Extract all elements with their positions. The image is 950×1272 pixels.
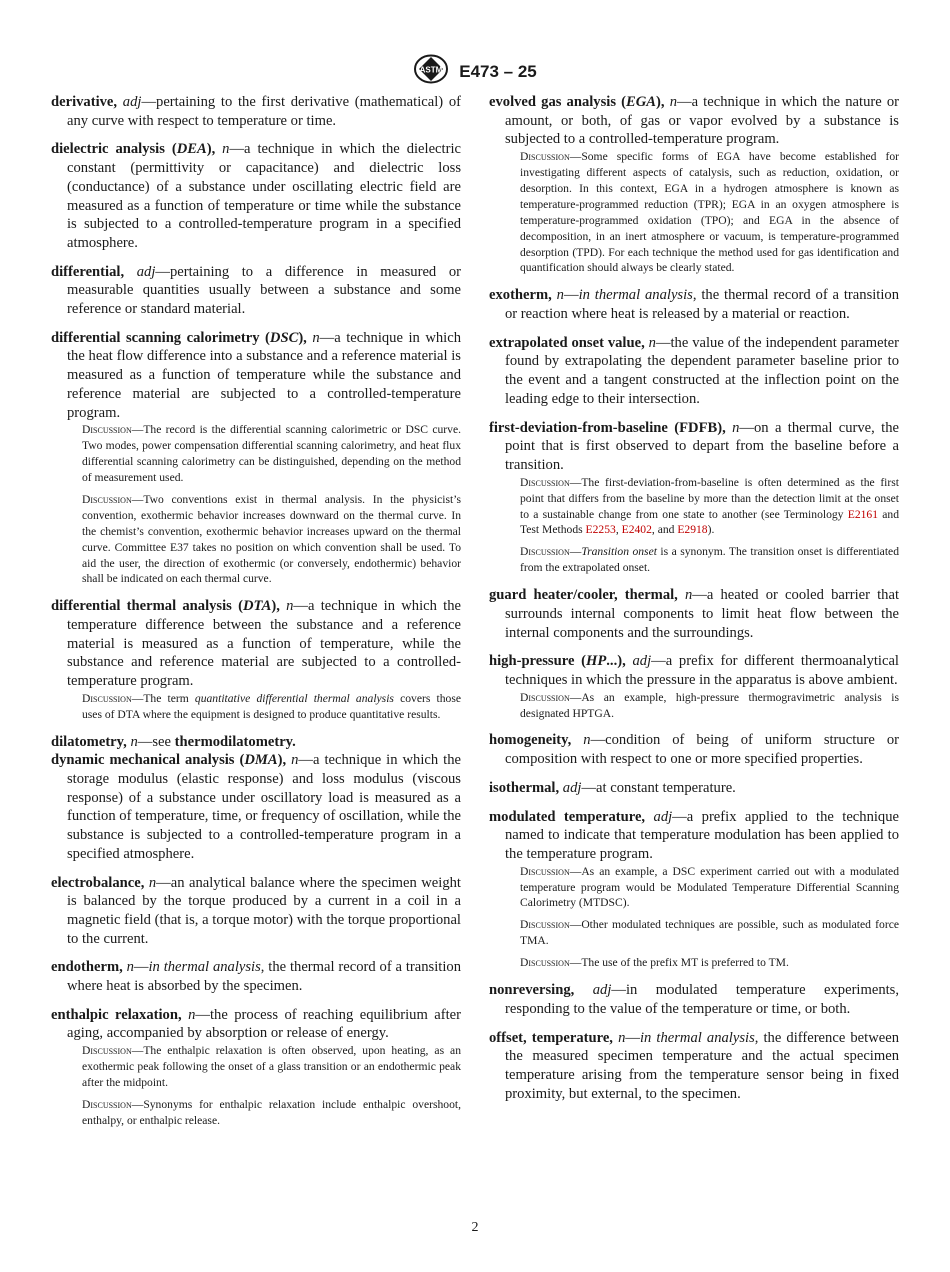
discussion-label: Discussion bbox=[82, 1097, 132, 1111]
discussion-note bbox=[489, 690, 899, 722]
term-definition: n—see thermodilatometry. bbox=[130, 733, 296, 750]
term-definition: n—condition of being of uniform structure or composition with respect to one or more specified properties. bbox=[505, 732, 899, 768]
term-definition: n—the value of the independent parameter found by extrapolating the dependent parameter baseline prior to the event and a tangent constructed at the inflection point on the leading edge to their intersection. bbox=[505, 334, 899, 407]
page-number: 2 bbox=[471, 1220, 479, 1235]
discussion-label: Discussion bbox=[520, 864, 570, 878]
definition-entry bbox=[489, 93, 899, 149]
definition-entry bbox=[489, 652, 899, 689]
discussion-text: —The first-deviation-from-baseline is often determined as the first point that differs from the baseline by more than the detection limit at the onset to a sustainable change from one state to another (see Terminology E2161 and Test Methods E2253, E2402, and E2918). bbox=[520, 475, 900, 537]
right-column bbox=[489, 93, 899, 1113]
term-definition: n—in thermal analysis, the thermal record of a transition where heat is absorbed by the specimen. bbox=[67, 959, 461, 995]
term-label: differential, bbox=[51, 263, 125, 280]
term-label: extrapolated onset value, bbox=[489, 334, 645, 351]
term-definition: n—in thermal analysis, the thermal record of a transition or reaction where heat is released by a material or reaction. bbox=[505, 287, 899, 323]
discussion-note bbox=[489, 475, 899, 539]
term-definition: adj—pertaining to a difference in measured or measurable quantities usually between a substance and some reference or standard material. bbox=[67, 263, 461, 318]
discussion-text: —Transition onset is a synonym. The transition onset is differentiated from the extrapolated onset. bbox=[520, 545, 899, 575]
definition-entry bbox=[489, 808, 899, 864]
discussion-label: Discussion bbox=[520, 918, 570, 932]
term-label: endotherm, bbox=[51, 959, 123, 976]
astm-logo-icon bbox=[413, 54, 449, 89]
term-definition: adj—in modulated temperature experiments, responding to the value of the temperature or time, or both. bbox=[505, 982, 899, 1017]
discussion-note bbox=[489, 864, 899, 912]
discussion-text: —Two conventions exist in thermal analysis. In the physicist’s convention, exothermic behavior increases downward on the thermal curve. In the chemist’s convention, exothermic behavior increases upward on the thermal curve. Committee E37 takes no position on which convention shall be used. To aid the user, the direction of exothermic (or conversely, endothermic) behavior shall be indicated on each thermal curve. bbox=[82, 492, 461, 586]
term-label: electrobalance, bbox=[51, 874, 145, 891]
term-definition: adj—pertaining to the first derivative (mathematical) of any curve with respect to temperature or time. bbox=[67, 94, 461, 129]
term-label: homogeneity, bbox=[489, 732, 572, 749]
definition-entry bbox=[51, 733, 461, 752]
discussion-label: Discussion bbox=[82, 691, 132, 705]
discussion-note bbox=[489, 955, 899, 971]
definition-entry bbox=[489, 334, 899, 409]
term-label: derivative, bbox=[51, 94, 118, 110]
term-label: first-deviation-from-baseline (FDFB), bbox=[489, 419, 726, 436]
term-label: high-pressure (HP...), bbox=[489, 653, 626, 670]
discussion-label: Discussion bbox=[520, 956, 570, 970]
term-definition: n—an analytical balance where the specimen weight is balanced by the torque produced by a current in a coil in a magnetic field (that is, a torque motor) with the torque proportional to the current. bbox=[67, 874, 461, 947]
term-label: exotherm, bbox=[489, 287, 552, 304]
discussion-label: Discussion bbox=[82, 1044, 132, 1058]
left-column bbox=[51, 93, 461, 1139]
discussion-text: —Some specific forms of EGA have become established for investigating different aspects of catalysis, such as reduction, oxidation, or desorption. In this context, EGA in a hydrogen atmosphere is known as temperature-programmed reduction (TPR); EGA in an oxygen atmosphere is temperature-programmed oxidation (TPO); and EGA in the absence of decomposition, in an inert atmosphere or vacuum, is temperature-programmed desorption (TPD). For each technique the method used for gas identification and quantification should always be clearly stated. bbox=[520, 150, 899, 275]
term-definition: n—on a thermal curve, the point that is first observed to depart from the baseline before a transition. bbox=[505, 419, 900, 473]
definition-entry bbox=[489, 779, 899, 798]
definition-entry bbox=[51, 93, 461, 130]
term-label: differential thermal analysis (DTA), bbox=[51, 598, 280, 615]
term-definition: adj—a prefix for different thermoanalytical techniques in which the pressure in the apparatus is above ambient. bbox=[505, 653, 899, 688]
discussion-text: —The use of the prefix MT is preferred to TM. bbox=[569, 956, 789, 970]
term-definition: n—a technique in which the dielectric constant (permittivity or capacitance) and dielectric loss (conductance) of a substance under oscillating electric field are measured as a function of temperature or time while the substance is subjected to a controlled-temperature program in a specified atmosphere. bbox=[67, 141, 461, 251]
discussion-note bbox=[51, 691, 461, 723]
discussion-note bbox=[51, 1043, 461, 1091]
term-definition: n—a technique in which the temperature difference between the substance and a reference material is measured as a function of temperature, while the substance and reference material are subjected to a controlled-temperature program. bbox=[67, 598, 461, 690]
discussion-text: —The enthalpic relaxation is often observed, upon heating, as an exothermic peak following the onset of a glass transition or an endothermic peak after the midpoint. bbox=[82, 1044, 461, 1089]
discussion-text: —The term quantitative differential thermal analysis covers those uses of DTA where the equipment is designed to produce quantitative results. bbox=[82, 691, 461, 721]
term-label: differential scanning calorimetry (DSC), bbox=[51, 329, 307, 346]
definition-entry bbox=[489, 981, 899, 1018]
definition-entry bbox=[51, 329, 461, 423]
term-label: evolved gas analysis (EGA), bbox=[489, 94, 665, 110]
discussion-label: Discussion bbox=[520, 545, 570, 559]
page-header bbox=[0, 54, 950, 89]
definition-entry bbox=[489, 586, 899, 642]
definition-entry bbox=[489, 1029, 899, 1104]
discussion-label: Discussion bbox=[82, 492, 132, 506]
term-label: dielectric analysis (DEA), bbox=[51, 141, 216, 158]
definition-entry bbox=[51, 140, 461, 252]
discussion-note bbox=[489, 917, 899, 949]
discussion-note bbox=[51, 422, 461, 486]
discussion-text: —As an example, high-pressure thermogravimetric analysis is designated HPTGA. bbox=[520, 690, 899, 720]
discussion-text: —Other modulated techniques are possible, such as modulated force TMA. bbox=[520, 918, 899, 948]
term-label: enthalpic relaxation, bbox=[51, 1006, 182, 1023]
discussion-label: Discussion bbox=[520, 150, 570, 164]
discussion-note bbox=[51, 492, 461, 587]
term-definition: n—a technique in which the heat flow difference into a substance and a reference material is measured as a function of temperature while the substance and reference material are subjected to a controlled-temperature program. bbox=[67, 329, 461, 421]
definition-entry bbox=[51, 1006, 461, 1043]
standard-designation: E473 – 25 bbox=[459, 61, 537, 81]
term-definition: adj—a prefix applied to the technique named to indicate that temperature modulation has been applied to the temperature program. bbox=[505, 808, 900, 862]
term-label: modulated temperature, bbox=[489, 808, 646, 825]
definition-entry bbox=[489, 731, 899, 768]
term-definition: n—a heated or cooled barrier that surrounds internal components to limit heat flow between the internal components and the surroundings. bbox=[505, 587, 899, 641]
discussion-label: Discussion bbox=[520, 475, 570, 489]
definition-entry bbox=[51, 263, 461, 319]
term-label: dilatometry, bbox=[51, 733, 127, 750]
definition-entry bbox=[51, 751, 461, 863]
definition-entry bbox=[51, 597, 461, 691]
term-label: dynamic mechanical analysis (DMA), bbox=[51, 752, 287, 769]
discussion-text: —As an example, a DSC experiment carried out with a modulated temperature program would be Modulated Temperature Differential Scanning Calorimetry (MTDSC). bbox=[520, 864, 899, 910]
discussion-label: Discussion bbox=[520, 690, 570, 704]
term-label: isothermal, bbox=[489, 779, 560, 796]
discussion-text: —Synonyms for enthalpic relaxation include enthalpic overshoot, enthalpy, or enthalpic release. bbox=[82, 1097, 461, 1127]
discussion-text: —The record is the differential scanning calorimetric or DSC curve. Two modes, power compensation differential scanning calorimetry, and heat flux differential scanning calorimetry can be distinguished, depending on the method of measurement used. bbox=[82, 423, 461, 484]
term-label: guard heater/cooler, thermal, bbox=[489, 587, 678, 604]
term-definition: n—a technique in which the storage modulus (elastic response) and loss modulus (viscous response) of a substance under oscillatory load is measured as a function of temperature, time, or frequency of oscillation, while the substance is subjected to a controlled-temperature program in a specified atmosphere. bbox=[67, 752, 461, 862]
logo-lettering: ASTM bbox=[419, 65, 443, 75]
term-definition: n—in thermal analysis, the difference between the measured specimen temperature and the actual specimen temperature arising from the temperature sensor being in fixed proximity, but external, to the specimen. bbox=[505, 1029, 900, 1102]
discussion-label: Discussion bbox=[82, 423, 132, 437]
definition-entry bbox=[51, 874, 461, 949]
term-definition: adj—at constant temperature. bbox=[562, 779, 736, 796]
term-label: offset, temperature, bbox=[489, 1029, 613, 1046]
discussion-note bbox=[51, 1097, 461, 1129]
definition-entry bbox=[489, 419, 899, 475]
term-label: nonreversing, bbox=[489, 982, 575, 999]
term-definition: n—a technique in which the nature or amount, or both, of gas or vapor evolved by a substance is subjected to a controlled-temperature program. bbox=[505, 94, 900, 148]
discussion-note bbox=[489, 544, 899, 576]
definition-entry bbox=[489, 286, 899, 323]
discussion-note bbox=[489, 149, 899, 276]
term-definition: n—the process of reaching equilibrium after aging, accompanied by absorption or release of energy. bbox=[67, 1006, 461, 1042]
definition-entry bbox=[51, 958, 461, 995]
